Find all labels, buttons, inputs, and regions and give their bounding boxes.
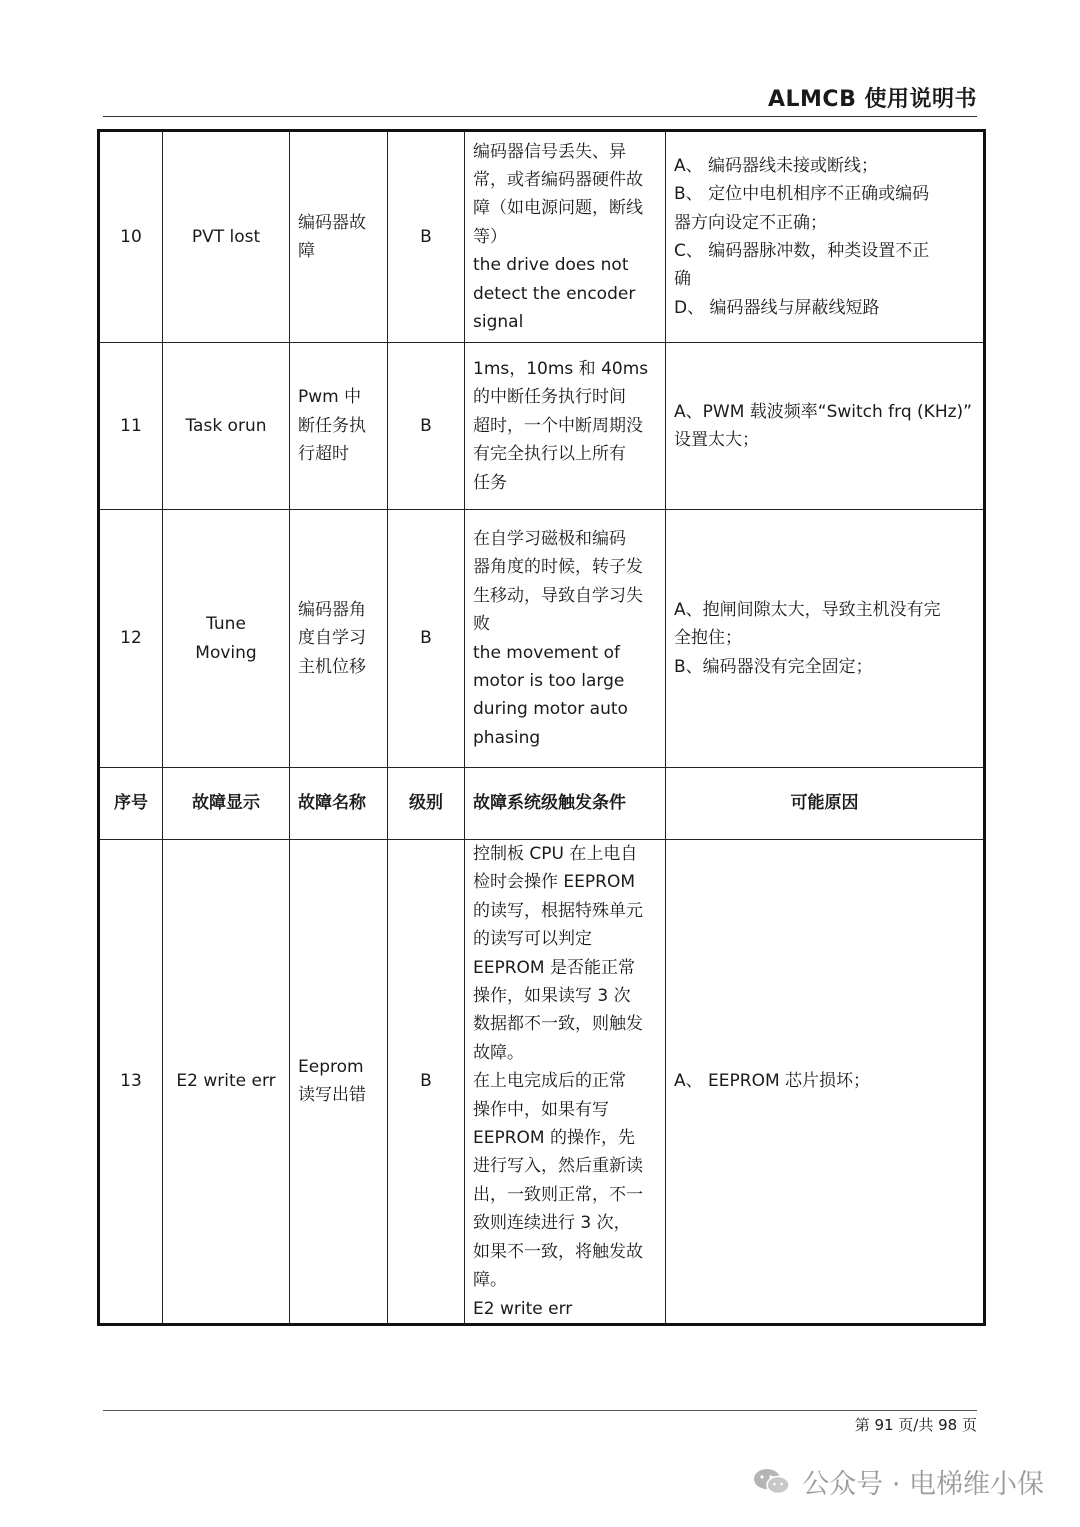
table-row [99,840,985,1325]
header-divider [103,116,977,117]
fault-number: 13 [99,840,163,1325]
fault-display: Tune Moving [163,510,290,768]
header-display: 故障显示 [163,768,290,840]
watermark [752,1462,1044,1501]
fault-display: Task orun [163,343,290,510]
fault-name: Pwm 中 断任务执 行超时 [290,343,388,510]
table-row [99,343,985,510]
fault-display: PVT lost [163,131,290,343]
fault-display: E2 write err [163,840,290,1325]
header-condition: 故障系统级触发条件 [465,768,666,840]
table-row [99,131,985,343]
fault-level: B [388,343,465,510]
fault-condition: 编码器信号丢失、异 常，或者编码器硬件故 障（如电源问题，断线 等） the drive does not detect the encoder signal [465,131,666,343]
watermark-text: 公众号 · 电梯维小保 [802,1469,1044,1500]
fault-number: 10 [99,131,163,343]
fault-level: B [388,131,465,343]
fault-cause: A、 编码器线未接或断线； B、 定位中电机相序不正确或编码 器方向设定不正确； C、 编码器脉冲数，种类设置不正 确 D、 编码器线与屏蔽线短路 [666,131,985,343]
document-title: ALMCB 使用说明书 [767,87,977,112]
fault-table [97,129,986,1326]
fault-number: 11 [99,343,163,510]
fault-level: B [388,840,465,1325]
footer-divider [103,1410,977,1411]
header-name: 故障名称 [290,768,388,840]
fault-condition: 1ms，10ms 和 40ms 的中断任务执行时间 超时，一个中断周期没 有完全执行以上所有 任务 [465,343,666,510]
fault-name: 编码器角 度自学习 主机位移 [290,510,388,768]
fault-condition: 控制板 CPU 在上电自 检时会操作 EEPROM 的读写，根据特殊单元 的读写可以判定 EEPROM 是否能正常 操作，如果读写 3 次 数据都不一致，则触发 故障。 在上电完成后的正常 操作中，如果有写 EEPROM 的操作，先 进行写入，然后重新读 出，一致则正常，不一 致则连续进行 3 次， 如果不一致，将触发故 障。 E2 write err [465,840,666,1325]
fault-name: 编码器故 障 [290,131,388,343]
fault-name: Eeprom 读写出错 [290,840,388,1325]
fault-condition: 在自学习磁极和编码 器角度的时候，转子发 生移动，导致自学习失 败 the movement of motor is too large during motor auto phasing [465,510,666,768]
fault-number: 12 [99,510,163,768]
header-level: 级别 [388,768,465,840]
fault-cause: A、抱闸间隙太大，导致主机没有完 全抱住； B、编码器没有完全固定； [666,510,985,768]
header-number: 序号 [99,768,163,840]
header-cause: 可能原因 [666,768,985,840]
fault-cause: A、 EEPROM 芯片损坏； [666,840,985,1325]
fault-level: B [388,510,465,768]
table-header-row [99,768,985,840]
fault-cause: A、PWM 载波频率“Switch frq (KHz)” 设置太大； [666,343,985,510]
wechat-icon [752,1467,792,1497]
table-row [99,510,985,768]
page-number: 第 91 页/共 98 页 [854,1416,977,1434]
